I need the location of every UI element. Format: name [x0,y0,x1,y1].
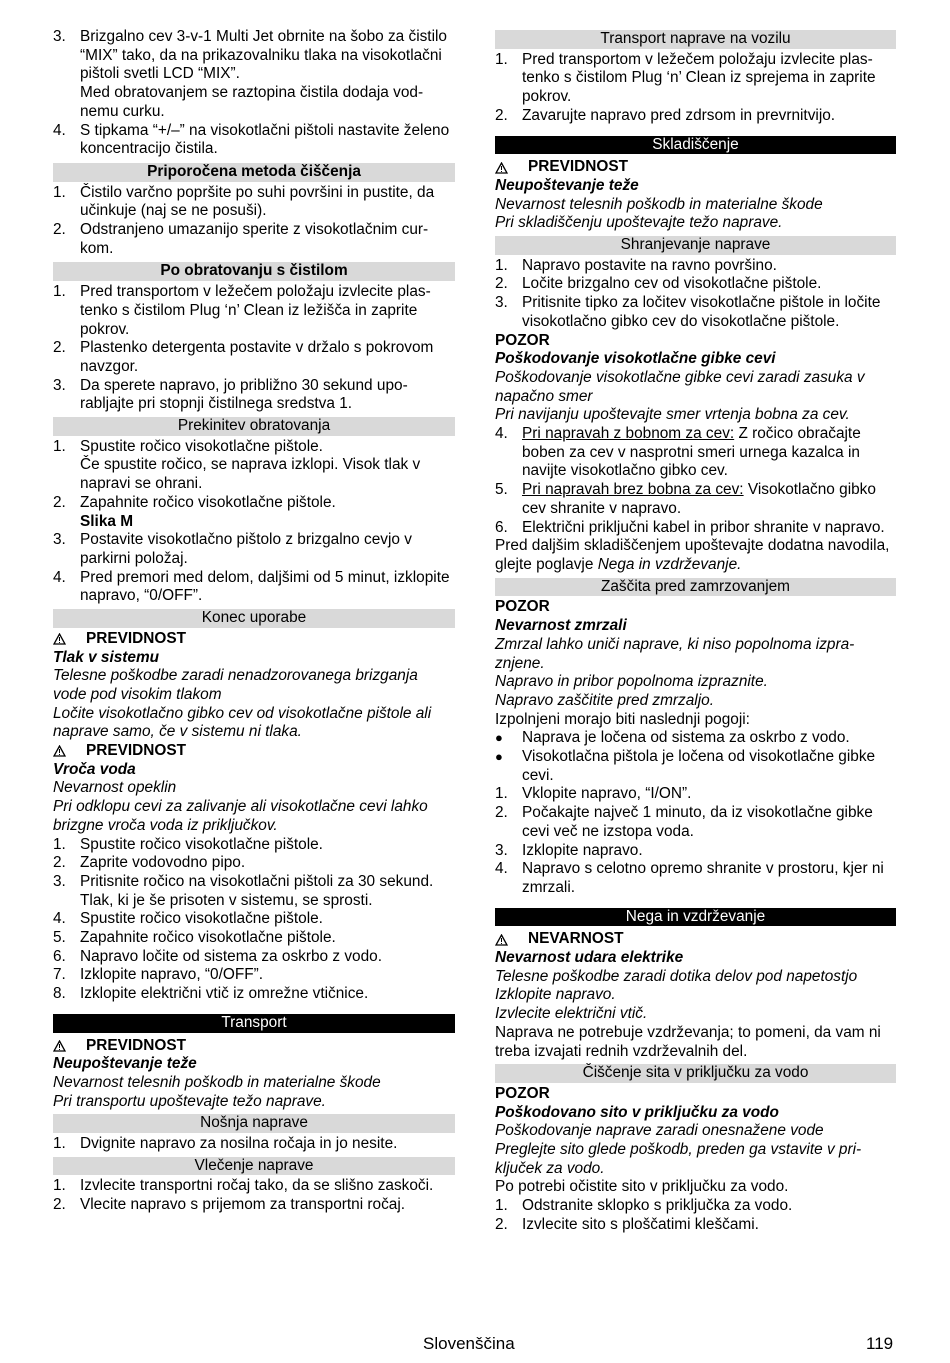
warning-label: PREVIDNOST [53,1037,455,1056]
list-item: 3. Brizgalno cev 3-v-1 Multi Jet obrnite na šobo za čistilo “MIX” tako, da na prikazovalniku tlaka na visokotlačni pištoli svetli LCD “MIX”. [53,28,447,83]
section-heading: Prekinitev obratovanja [53,417,455,436]
danger-label: NEVARNOST [495,930,896,949]
list-item: 6. Električni priključni kabel in pribor shranite v napravo. [495,518,885,536]
warning-text: Izvlecite električni vtič. [495,1005,648,1023]
list-item: 2. Odstranjeno umazanijo sperite z visokotlačnim curkom. [53,221,429,257]
chapter-reference: Nega in vzdrževanje. [597,555,742,573]
note: Tlak, ki je še prisoten v sistemu, se sprosti. [80,891,373,909]
bullet-item: ● Naprava je ločena od sistema za oskrbo z vodo. [495,729,850,747]
caution-label: POZOR [495,1084,550,1102]
warning-text: Pri skladiščenju upoštevajte težo naprave. [495,214,783,232]
warning-text: Nevarnost opeklin [53,779,177,797]
list-item: 3. Izklopite napravo. [495,841,643,859]
warning-text: Nevarnost telesnih poškodb in materialne škode [53,1073,381,1091]
warning-text: Telesne poškodbe zaradi nenadzorovanega brizganja vode pod visokim tlakom [53,667,418,703]
paragraph: Naprava ne potrebuje vzdrževanja; to pomeni, da vam ni treba izvajati rednih vzdrževalnih del. [495,1023,881,1060]
list-item: 3. Da sperete napravo, jo približno 30 sekund uporabljajte pri stopnji čistilnega sredstva 1. [53,376,408,413]
warning-triangle-icon [495,934,528,946]
figure-reference: Slika M [80,512,134,530]
warning-triangle-icon [495,162,528,174]
list-item: 8. Izklopite električni vtič iz omrežne vtičnice. [53,985,369,1003]
list-item: 3. Pritisnite ročico na visokotlačni pištoli za 30 sekund. [53,872,434,890]
warning-label: PREVIDNOST [53,630,455,649]
section-heading: Priporočena metoda čiščenja [53,163,455,182]
list-item: 1. Dvignite napravo za nosilna ročaja in jo nesite. [53,1135,398,1153]
caution-label: POZOR [495,331,550,349]
warning-triangle-icon [53,633,86,645]
warning-title: Vroča voda [53,760,136,778]
caution-text: Poškodovanje visokotlačne gibke cevi zaradi zasuka v napačno smer [495,368,865,405]
caution-text: Preglejte sito glede poškodb, preden ga vstavite v priključek za vodo. [495,1141,862,1177]
warning-label: PREVIDNOST [53,742,455,761]
list-item: 2. Zaprite vodovodno pipo. [53,854,246,872]
list-item: 1. Napravo postavite na ravno površino. [495,256,777,274]
chapter-heading: Transport [53,1014,455,1033]
section-heading: Po obratovanju s čistilom [53,262,455,281]
bullet-icon: ● [495,730,503,746]
caution-text: Zmrzal lahko uniči naprave, ki niso popolnoma izpraznjene. [495,635,855,672]
list-item: 4. S tipkama “+/–” na visokotlačni pištoli nastavite želeno koncentracijo čistila. [53,121,450,158]
section-heading: Zaščita pred zamrzovanjem [495,578,896,597]
list-item: 2. Ločite brizgalno cev od visokotlačne pištole. [495,275,822,293]
section-heading: Čiščenje sita v priključku za vodo [495,1064,896,1083]
list-item: 1. Izvlecite transportni ročaj tako, da se slišno zaskoči. [53,1177,434,1195]
list-item: 3. Pritisnite tipko za ločitev visokotlačne pištole in ločite visokotlačno gibko cev do visokotlačne pištole. [495,294,881,330]
bullet-item: ● Visokotlačna pištola je ločena od visokotlačne gibke cevi. [495,748,876,784]
list-item: 1. Pred transportom v ležečem položaju izvlecite plastenko s čistilom Plug ‘n’ Clean iz ležišča in zaprite pokrov. [53,283,431,338]
list-item: 3. Postavite visokotlačno pištolo z brizgalno cevjo v parkirni položaj. [53,531,412,567]
warning-triangle-icon [53,1040,86,1052]
list-item: 4. Napravo s celotno opremo shranite v prostoru, kjer ni zmrzali. [495,860,884,896]
note: Če spustite ročico, se naprava izklopi. Visok tlak v napravi se ohrani. [80,456,421,493]
paragraph: Po potrebi očistite sito v priključku za vodo. [495,1178,789,1196]
left-column [53,28,455,1215]
warning-label: PREVIDNOST [495,158,896,177]
section-heading: Vlečenje naprave [53,1157,455,1176]
list-item: 2. Izvlecite sito s ploščatimi kleščami. [495,1215,759,1233]
list-item: 2. Plastenko detergenta postavite v držalo s pokrovom navzgor. [53,339,434,375]
warning-title: Neupoštevanje teže [53,1055,197,1073]
list-item: 2. Počakajte največ 1 minuto, da iz visokotlačne gibke cevi več ne izstopa voda. [495,804,873,840]
caution-label: POZOR [495,598,550,616]
list-item: 5. Zapahnite ročico visokotlačne pištole. [53,929,336,947]
list-item: 5. Pri napravah brez bobna za cev: Visokotlačno gibko cev shranite v napravo. [495,481,876,517]
warning-title: Nevarnost udara elektrike [495,949,684,967]
paragraph: Pred daljšim skladiščenjem upoštevajte dodatna navodila, glejte poglavje Nega in vzdrževanje. [495,537,890,573]
caution-text: Poškodovanje naprave zaradi onesnažene vode [495,1122,824,1140]
note: Med obratovanjem se raztopina čistila dodaja vodnemu curku. [80,84,424,120]
list-item: 4. Spustite ročico visokotlačne pištole. [53,910,323,928]
warning-text: Ločite visokotlačno gibko cev od visokotlačne pištole ali naprave samo, če v sistemu ni tlaka. [53,704,432,741]
caution-text: Napravo in pribor popolnoma izpraznite. [495,673,768,691]
list-item: 4. Pri napravah z bobnom za cev: Z ročico obračajte boben za cev v nasprotni smeri urnega kazalca in navijte visokotlačno gibko cev. [495,425,861,480]
warning-text: Nevarnost telesnih poškodb in materialne škode [495,195,823,213]
bullet-icon: ● [495,749,503,765]
paragraph: Izpolnjeni morajo biti naslednji pogoji: [495,710,750,728]
section-heading: Konec uporabe [53,609,455,628]
caution-title: Poškodovanje visokotlačne gibke cevi [495,350,776,368]
list-item: 6. Napravo ločite od sistema za oskrbo z vodo. [53,947,382,965]
list-item: 2. Zapahnite ročico visokotlačne pištole. [53,493,336,511]
list-item: 1. Spustite ročico visokotlačne pištole. [53,437,323,455]
list-item: 1. Spustite ročico visokotlačne pištole. [53,835,323,853]
list-item: 1. Vklopite napravo, “I/ON”. [495,785,692,803]
section-heading: Shranjevanje naprave [495,236,896,255]
list-item: 4. Pred premori med delom, daljšimi od 5 minut, izklopite napravo, “0/OFF”. [53,568,450,605]
list-item: 2. Vlecite napravo s prijemom za transportni ročaj. [53,1196,406,1214]
right-column [495,28,896,1235]
warning-title: Tlak v sistemu [53,648,160,666]
footer-language: Slovenščina [423,1334,515,1353]
warning-text: Telesne poškodbe zaradi dotika delov pod napetostjo [495,967,858,985]
caution-text: Pri navijanju upoštevajte smer vrtenja bobna za cev. [495,406,850,424]
list-item: 1. Odstranite sklopko s priključka za vodo. [495,1197,793,1215]
warning-text: Izklopite napravo. [495,986,616,1004]
caution-text: Napravo zaščitite pred zmrzaljo. [495,691,714,709]
page-number: 119 [866,1334,894,1353]
list-item: 2. Zavarujte napravo pred zdrsom in prevrnitvijo. [495,106,836,124]
caution-title: Poškodovano sito v priključku za vodo [495,1103,779,1121]
chapter-heading: Skladiščenje [495,136,896,155]
warning-title: Neupoštevanje teže [495,176,639,194]
list-item: 1. Pred transportom v ležečem položaju izvlecite plastenko s čistilom Plug ‘n’ Clean iz sprejema in zaprite pokrov. [495,50,876,106]
warning-text: Pri transportu upoštevajte težo naprave. [53,1092,326,1110]
section-heading: Nošnja naprave [53,1114,455,1133]
caution-title: Nevarnost zmrzali [495,617,627,635]
section-heading: Transport naprave na vozilu [495,30,896,49]
list-item: 7. Izklopite napravo, “0/OFF”. [53,966,264,984]
warning-text: Pri odklopu cevi za zalivanje ali visokotlačne cevi lahko brizgne vroča voda iz priključkov. [53,798,428,834]
chapter-heading: Nega in vzdrževanje [495,908,896,927]
list-item: 1. Čistilo varčno popršite po suhi površini in pustite, da učinkuje (naj se ne posuši). [53,183,435,220]
warning-triangle-icon [53,745,86,757]
